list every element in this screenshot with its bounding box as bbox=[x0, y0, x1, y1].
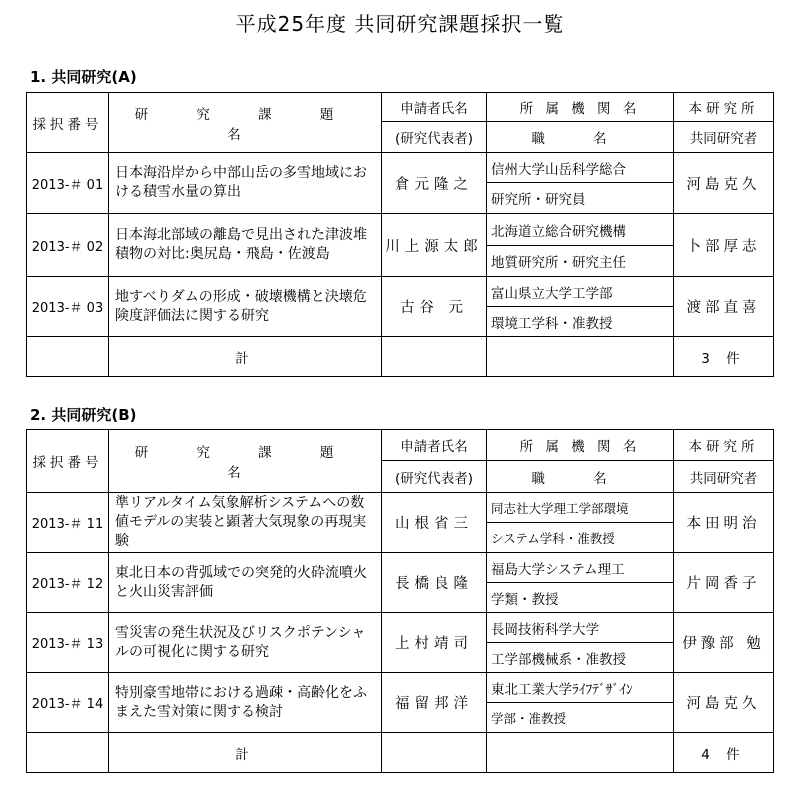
row-coresearcher: 河島克久 bbox=[674, 153, 774, 214]
header-coresearcher: 本研究所 bbox=[674, 430, 774, 461]
row-applicant: 上村靖司 bbox=[382, 613, 487, 673]
header-position: 職 名 bbox=[487, 122, 674, 153]
row-affiliation: 長岡技術科学大学 bbox=[487, 613, 674, 643]
row-theme: 特別豪雪地帯における過疎・高齢化をふまえた雪対策に関する検討 bbox=[109, 673, 382, 733]
total-count: 4 件 bbox=[674, 733, 774, 773]
row-affiliation: 信州大学山岳科学総合 bbox=[487, 153, 674, 183]
section-heading-a: 1. 共同研究(A) bbox=[30, 68, 137, 86]
row-affiliation: 福島大学システム理工 bbox=[487, 553, 674, 583]
row-coresearcher: 渡部直喜 bbox=[674, 277, 774, 337]
total-label: 計 bbox=[109, 337, 382, 377]
table-section-a bbox=[26, 92, 774, 377]
total-row bbox=[27, 337, 774, 377]
row-position: 工学部機械系・准教授 bbox=[487, 643, 674, 673]
header-affiliation: 所 属 機 関 名 bbox=[487, 93, 674, 122]
row-position: 研究所・研究員 bbox=[487, 183, 674, 214]
table-section-b bbox=[26, 429, 774, 773]
row-id: 2013-＃ 02 bbox=[27, 214, 109, 277]
row-coresearcher: 河島克久 bbox=[674, 673, 774, 733]
table-row bbox=[27, 673, 774, 703]
row-affiliation: 東北工業大学ﾗｲﾌﾃﾞｻﾞｲﾝ bbox=[487, 673, 674, 703]
row-affiliation: 北海道立総合研究機構 bbox=[487, 214, 674, 246]
section-heading-b: 2. 共同研究(B) bbox=[30, 406, 137, 424]
header-theme: 研 究 課 題 名 bbox=[109, 430, 382, 493]
row-theme: 東北日本の背弧域での突発的火砕流噴火と火山災害評価 bbox=[109, 553, 382, 613]
empty-cell bbox=[27, 337, 109, 377]
empty-cell bbox=[487, 733, 674, 773]
row-applicant: 山根省三 bbox=[382, 493, 487, 553]
header-coresearcher-sub: 共同研究者 bbox=[674, 122, 774, 153]
header-applicant-sub: (研究代表者) bbox=[382, 461, 487, 493]
row-coresearcher: 卜部厚志 bbox=[674, 214, 774, 277]
header-applicant-sub: (研究代表者) bbox=[382, 122, 487, 153]
page-title: 平成25年度 共同研究課題採択一覧 bbox=[235, 12, 565, 36]
row-applicant: 川上源太郎 bbox=[382, 214, 487, 277]
total-count: 3 件 bbox=[674, 337, 774, 377]
header-affiliation: 所 属 機 関 名 bbox=[487, 430, 674, 461]
row-coresearcher: 伊豫部 勉 bbox=[674, 613, 774, 673]
row-coresearcher: 本田明治 bbox=[674, 493, 774, 553]
header-coresearcher: 本研究所 bbox=[674, 93, 774, 122]
table-row bbox=[27, 553, 774, 583]
header-id: 採択番号 bbox=[27, 430, 109, 493]
header-id: 採択番号 bbox=[27, 93, 109, 153]
row-theme: 日本海北部域の離島で見出された津波堆積物の対比:奥尻島・飛島・佐渡島 bbox=[109, 214, 382, 277]
table-row bbox=[27, 613, 774, 643]
row-id: 2013-＃ 01 bbox=[27, 153, 109, 214]
total-row bbox=[27, 733, 774, 773]
row-applicant: 倉元隆之 bbox=[382, 153, 487, 214]
header-applicant: 申請者氏名 bbox=[382, 430, 487, 461]
row-position: 環境工学科・准教授 bbox=[487, 307, 674, 337]
total-label: 計 bbox=[109, 733, 382, 773]
row-theme: 地すべりダムの形成・破壊機構と決壊危険度評価法に関する研究 bbox=[109, 277, 382, 337]
row-theme: 準リアルタイム気象解析システムへの数値モデルの実装と顕著大気現象の再現実験 bbox=[109, 493, 382, 553]
empty-cell bbox=[382, 337, 487, 377]
header-applicant: 申請者氏名 bbox=[382, 93, 487, 122]
row-applicant: 福留邦洋 bbox=[382, 673, 487, 733]
header-theme: 研 究 課 題 名 bbox=[109, 93, 382, 153]
empty-cell bbox=[487, 337, 674, 377]
header-position: 職 名 bbox=[487, 461, 674, 493]
row-id: 2013-＃ 12 bbox=[27, 553, 109, 613]
row-position: システム学科・准教授 bbox=[487, 523, 674, 553]
row-theme: 雪災害の発生状況及びリスクポテンシャルの可視化に関する研究 bbox=[109, 613, 382, 673]
empty-cell bbox=[382, 733, 487, 773]
row-id: 2013-＃ 14 bbox=[27, 673, 109, 733]
table-row bbox=[27, 493, 774, 523]
row-id: 2013-＃ 11 bbox=[27, 493, 109, 553]
row-theme: 日本海沿岸から中部山岳の多雪地域における積雪水量の算出 bbox=[109, 153, 382, 214]
empty-cell bbox=[27, 733, 109, 773]
row-position: 地質研究所・研究主任 bbox=[487, 246, 674, 277]
row-affiliation: 富山県立大学工学部 bbox=[487, 277, 674, 307]
row-applicant: 古谷 元 bbox=[382, 277, 487, 337]
row-id: 2013-＃ 03 bbox=[27, 277, 109, 337]
table-row bbox=[27, 153, 774, 183]
row-applicant: 長橋良隆 bbox=[382, 553, 487, 613]
row-coresearcher: 片岡香子 bbox=[674, 553, 774, 613]
header-coresearcher-sub: 共同研究者 bbox=[674, 461, 774, 493]
row-id: 2013-＃ 13 bbox=[27, 613, 109, 673]
table-row bbox=[27, 214, 774, 246]
row-affiliation: 同志社大学理工学部環境 bbox=[487, 493, 674, 523]
table-row bbox=[27, 277, 774, 307]
row-position: 学類・教授 bbox=[487, 583, 674, 613]
row-position: 学部・准教授 bbox=[487, 703, 674, 733]
